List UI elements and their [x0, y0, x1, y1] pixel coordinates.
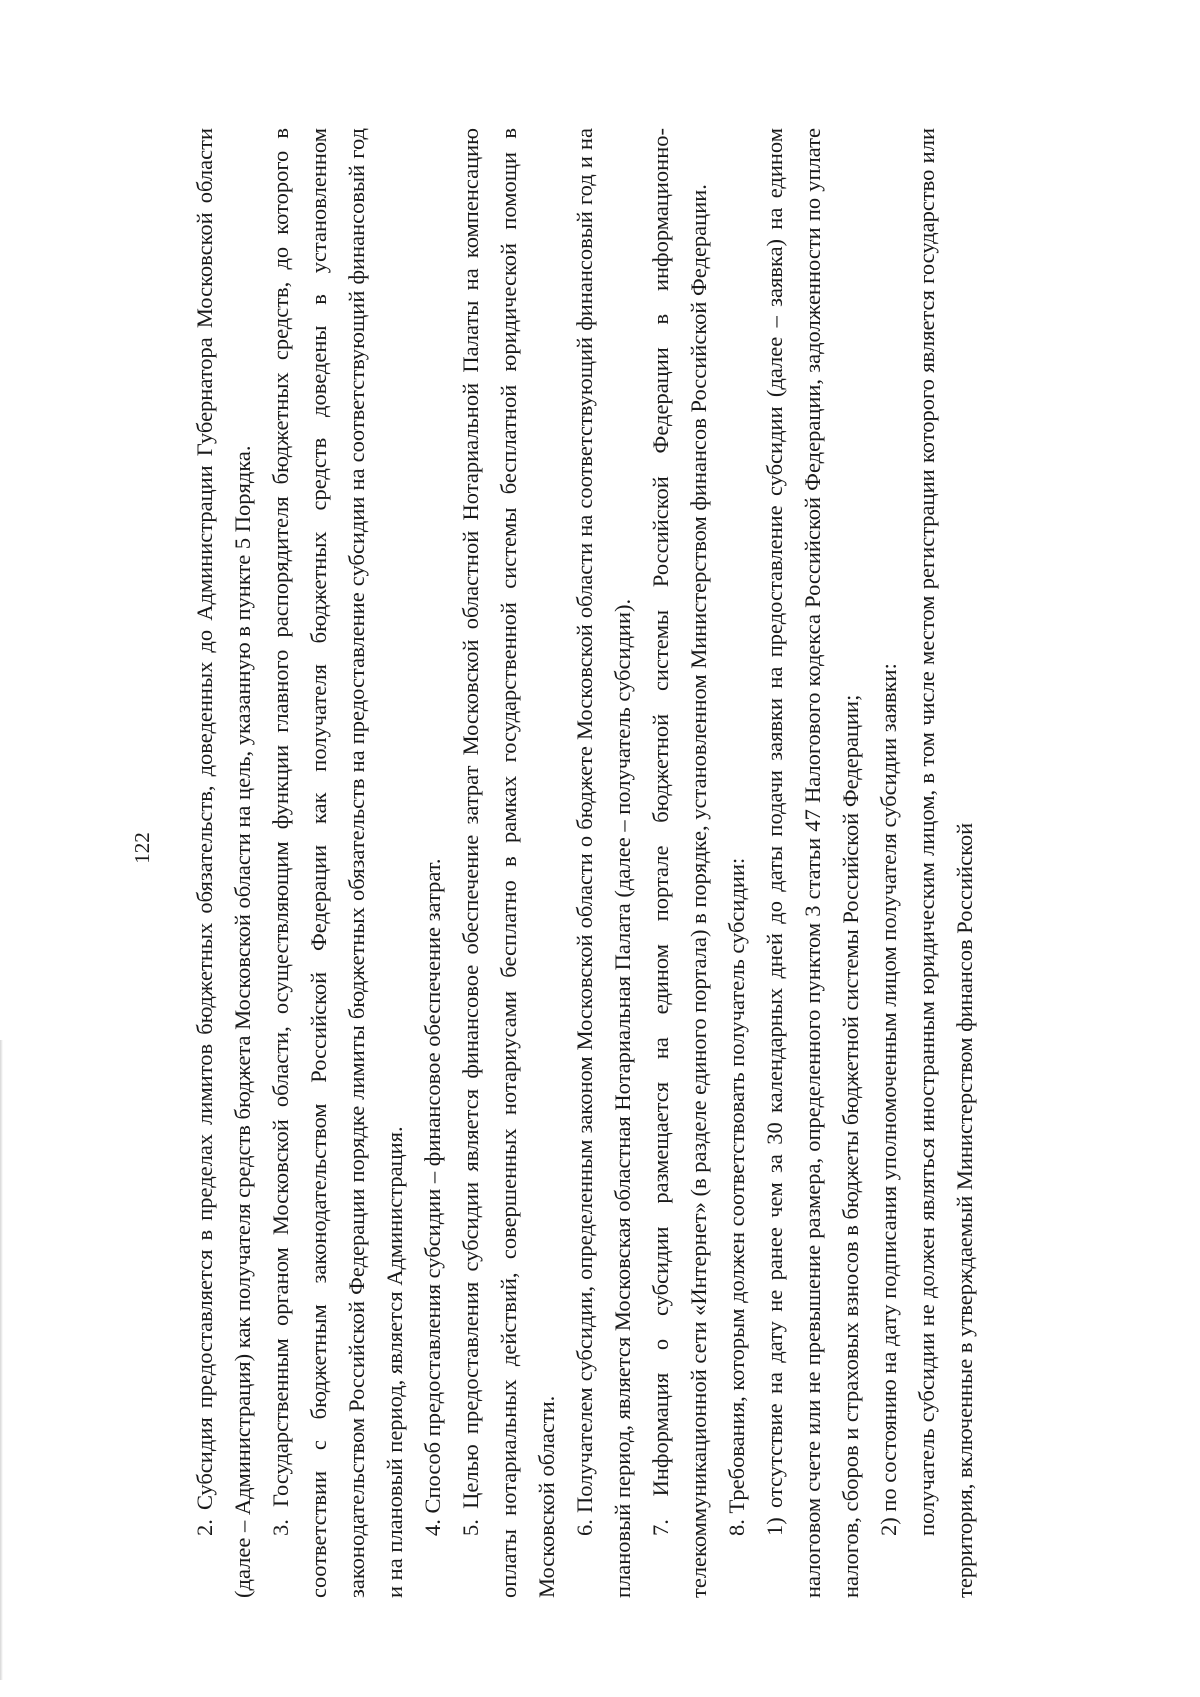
paragraph-4: 4. Способ предоставления субсидии – финансовое обеспечение затрат.	[420, 858, 445, 1536]
document-body	[186, 128, 984, 1598]
paragraph-8-item-2: 2) по состоянию на дату подписания уполномоченным лицом получателя субсидии заявки:	[876, 663, 901, 1536]
page-number: 122	[130, 832, 154, 864]
paragraph-3: 3. Государственным органом Московской области, осуществляющим функции главного распорядителя бюджетных средств, до которого в соответствии с бюджетным законодательством Российской Федерации как получателя бюджетных средств доведены в установленном законодательством Российской Федерации порядке лимиты бюджетных обязательств на предоставление субсидии на соответствующий финансовый год и на плановый период, является Администрация.	[268, 128, 407, 1598]
rotated-content	[130, 68, 1070, 1628]
paragraph-8-item-1: 1) отсутствие на дату не ранее чем за 30 календарных дней до даты подачи заявки на предоставление субсидии (далее – заявка) на едином налоговом счете или не превышение размера, определенного пунктом 3 статьи 47 Налогового кодекса Российской Федерации, задолженности по уплате налогов, сборов и страховых взносов в бюджеты бюджетной системы Российской Федерации;	[762, 128, 863, 1598]
paragraph-8-item-2-sub: получатель субсидии не должен являться иностранным юридическим лицом, в том числе местом регистрации которого является государство или территория, включенные в утверждаемый Министерством финансов Российской	[914, 128, 977, 1598]
paragraph-5: 5. Целью предоставления субсидии является финансовое обеспечение затрат Московской областной Нотариальной Палаты на компенсацию оплаты нотариальных действий, совершенных нотариусами бесплатно в рамках государственной системы бесплатной юридической помощи в Московской области.	[458, 128, 559, 1598]
paragraph-6: 6. Получателем субсидии, определенным законом Московской области о бюджете Московской области на соответствующий финансовый год и на плановый период, является Московская областная Нотариальная Палата (далее – получатель субсидии).	[572, 128, 635, 1598]
paragraph-8: 8. Требования, которым должен соответствовать получатель субсидии:	[724, 857, 749, 1536]
paragraph-2: 2. Субсидия предоставляется в пределах лимитов бюджетных обязательств, доведенных до Администрации Губернатора Московской области (далее – Администрация) как получателя средств бюджета Московской области на цель, указанную в пункте 5 Порядка.	[192, 128, 255, 1598]
paragraph-7: 7. Информация о субсидии размещается на едином портале бюджетной системы Российской Федерации в информационно-телекоммуникационной сети «Интернет» (в разделе единого портала) в порядке, установленном Министерством финансов Российской Федерации.	[648, 128, 711, 1598]
scan-edge-shadow	[0, 1040, 3, 1680]
